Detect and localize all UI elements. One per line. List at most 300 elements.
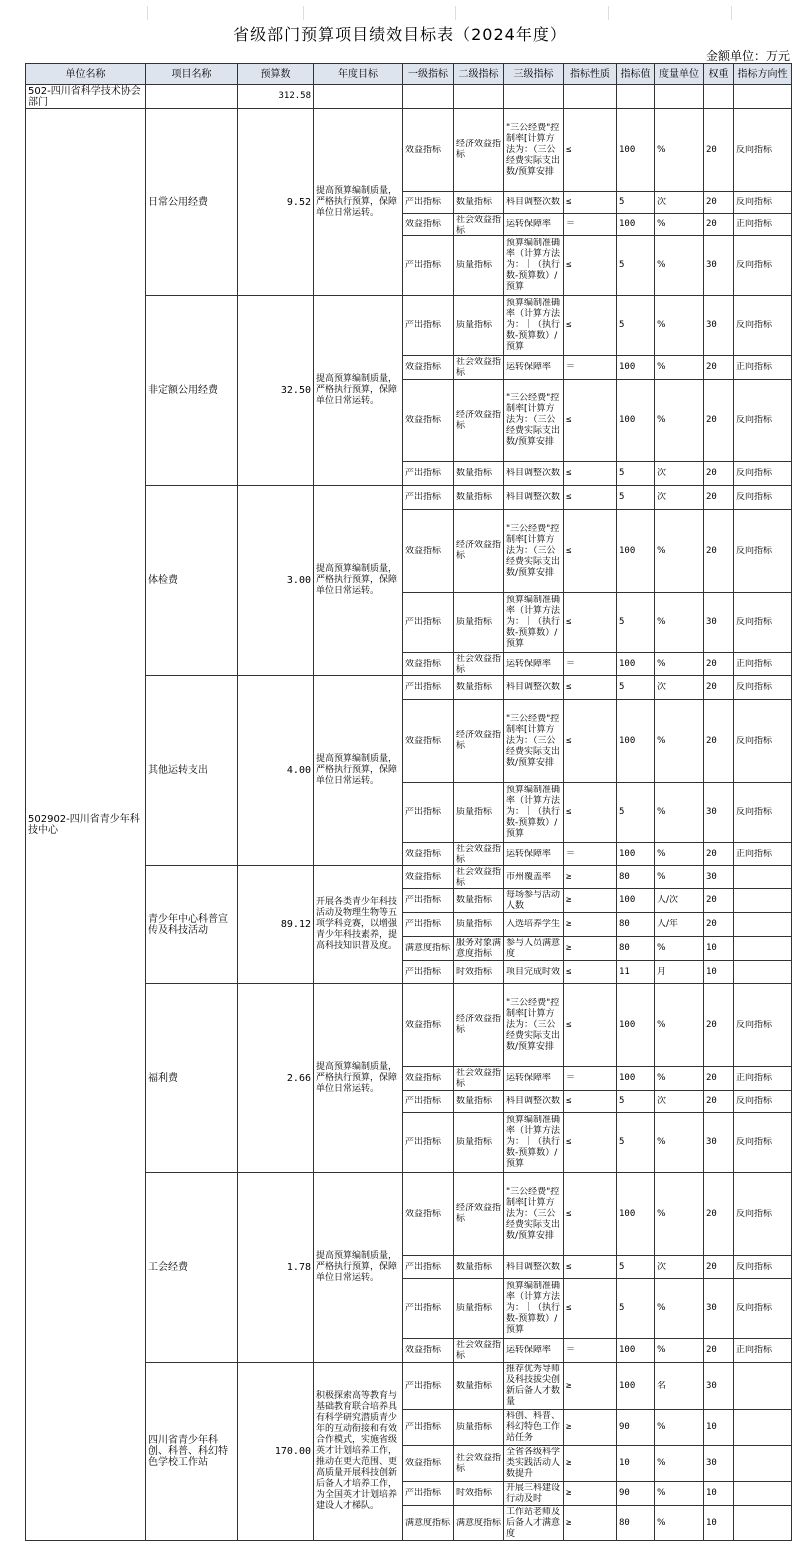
indicator-value-text: 100	[619, 658, 636, 669]
direction	[734, 1410, 792, 1446]
indicator-level1-text: 产出指标	[405, 966, 442, 977]
indicator-level3-text: 全省各级科学类实践活动人数提升	[506, 1447, 561, 1479]
measure-unit-text: 名	[657, 1380, 667, 1391]
direction	[734, 700, 792, 783]
project-name: 其他运转支出	[146, 676, 238, 866]
measure-unit	[655, 380, 704, 462]
indicator-value-text: 100	[619, 1073, 636, 1083]
indicator-level3-text: 运转保障率	[506, 362, 552, 372]
indicator-level2	[454, 109, 504, 192]
project-amount: 1.78	[238, 1173, 314, 1363]
indicator-value	[617, 296, 655, 356]
indicator-level3-text: "三公经费"控制率[计算方法为：（三公经费实际支出数/预算安排	[506, 713, 561, 768]
direction	[734, 214, 792, 236]
indicator-level3-text: 运转保障率	[506, 1345, 552, 1355]
measure-unit	[655, 1339, 704, 1363]
weight-text: 30	[706, 617, 717, 627]
weight	[704, 380, 734, 462]
indicator-nature-text: ＝	[566, 362, 576, 372]
project-goal: 提高预算编制质量，严格执行预算，保障单位日常运转。	[314, 984, 403, 1173]
indicator-level3-text: 运转保障率	[506, 1073, 552, 1083]
indicator-value-text: 100	[619, 1380, 636, 1391]
indicator-level1	[403, 889, 454, 913]
indicator-level1	[403, 676, 454, 700]
weight	[704, 1173, 734, 1256]
indicator-level1-text: 效益指标	[405, 848, 442, 859]
direction	[734, 109, 792, 192]
indicator-nature-text: ≥	[566, 1488, 572, 1498]
indicator-value-text: 5	[619, 617, 625, 627]
indicator-nature	[564, 296, 617, 356]
indicator-level1	[403, 1339, 454, 1363]
direction-text: 反向指标	[736, 807, 773, 817]
indicator-level1-text: 效益指标	[405, 1073, 442, 1083]
dept-unit-name: 502-四川省科学技术协会部门	[26, 85, 146, 109]
weight	[704, 593, 734, 653]
weight	[704, 1113, 734, 1173]
measure-unit-text: %	[657, 1488, 666, 1498]
indicator-value-text: 100	[619, 1019, 636, 1030]
project-goal: 开展各类青少年科技活动及物理生物等五项学科竞赛，以增强青少年科技素养，提高科技知识普及度。	[314, 866, 403, 984]
indicator-nature-text: ≤	[566, 197, 572, 207]
header-cell: 二级指标	[454, 64, 504, 85]
indicator-level3-text: 预算编制准确率（计算方法为：｜（执行数-预算数）/预算	[506, 1115, 561, 1169]
indicator-level1-text: 效益指标	[405, 415, 442, 425]
indicator-level3-text: "三公经费"控制率[计算方法为：（三公经费实际支出数/预算安排	[506, 1186, 561, 1241]
indicator-level2	[454, 296, 504, 356]
indicator-level3	[504, 1279, 564, 1339]
indicator-level2-text: 社会效益指标	[456, 866, 501, 888]
weight	[704, 214, 734, 236]
indicator-level2	[454, 380, 504, 462]
indicator-level3	[504, 984, 564, 1067]
weight	[704, 192, 734, 214]
direction-text: 反向指标	[736, 415, 773, 425]
indicator-level3-text: 预算编制准确率（计算方法为：｜（执行数-预算数）/预算	[506, 238, 561, 292]
indicator-level1	[403, 109, 454, 192]
measure-unit-text: %	[657, 658, 666, 669]
indicator-level1-text: 产出指标	[405, 1488, 442, 1498]
indicator-level1	[403, 486, 454, 510]
indicator-value-text: 80	[619, 871, 630, 882]
direction-text: 反向指标	[736, 735, 773, 746]
indicator-nature-text: ≤	[566, 1208, 572, 1219]
weight-text: 20	[706, 1208, 717, 1219]
project-goal: 提高预算编制质量，严格执行预算，保障单位日常运转。	[314, 486, 403, 676]
indicator-value	[617, 1410, 655, 1446]
indicator-nature	[564, 653, 617, 676]
direction-text: 反向指标	[736, 1137, 773, 1147]
indicator-level3	[504, 109, 564, 192]
indicator-level3	[504, 1410, 564, 1446]
direction	[734, 1279, 792, 1339]
indicator-level2-text: 社会效益指标	[456, 653, 501, 675]
indicator-nature	[564, 783, 617, 843]
indicator-level1-text: 产出指标	[405, 1261, 442, 1272]
indicator-level3-text: 推荐优秀导师及科技拔尖创新后备人才数量	[506, 1364, 561, 1407]
indicator-level3	[504, 296, 564, 356]
indicator-level1	[403, 1113, 454, 1173]
weight	[704, 109, 734, 192]
direction	[734, 236, 792, 296]
direction-text: 反向指标	[736, 682, 773, 692]
indicator-nature-text: ≥	[566, 871, 572, 882]
measure-unit-text: %	[657, 545, 666, 556]
direction	[734, 843, 792, 866]
indicator-level1-text: 效益指标	[405, 871, 442, 882]
weight-text: 30	[706, 260, 717, 270]
indicator-level2	[454, 510, 504, 593]
measure-unit-text: %	[657, 1458, 666, 1468]
indicator-level3	[504, 1067, 564, 1091]
measure-unit	[655, 1279, 704, 1339]
indicator-level3-text: 开展三科建设行动及时	[506, 1482, 561, 1504]
indicator-value	[617, 214, 655, 236]
indicator-level1-text: 效益指标	[405, 735, 442, 746]
measure-unit	[655, 1091, 704, 1113]
indicator-value-text: 5	[619, 468, 625, 478]
indicator-level2	[454, 1173, 504, 1256]
indicator-value	[617, 1067, 655, 1091]
indicator-value	[617, 913, 655, 937]
indicator-level2-text: 经济效益指标	[456, 1014, 501, 1035]
direction-text: 正向指标	[736, 362, 773, 372]
weight-text: 20	[706, 545, 717, 556]
indicator-level3-text: "三公经费"控制率[计算方法为：（三公经费实际支出数/预算安排	[506, 393, 561, 447]
weight	[704, 937, 734, 961]
measure-unit	[655, 1067, 704, 1091]
indicator-value	[617, 1173, 655, 1256]
indicator-level3	[504, 866, 564, 889]
header-cell: 度量单位	[655, 64, 704, 85]
direction-text: 正向指标	[736, 1073, 773, 1083]
indicator-nature-text: ≤	[566, 1261, 572, 1272]
indicator-level3	[504, 236, 564, 296]
indicator-level3-text: 项目完成时效	[506, 966, 561, 977]
indicator-level2-text: 数量指标	[456, 468, 493, 478]
measure-unit-text: %	[657, 219, 666, 229]
direction	[734, 866, 792, 889]
project-goal: 积极探索高等教育与基础教育联合培养具有科学研究潜质青少年的互动衔接和有效合作模式，实施省级英才计划培养工作，推动在更大范围、更高质量开展科技创新后备人才培养工作，为全国英才计划培养建设人才梯队。	[314, 1363, 403, 1541]
indicator-level2-text: 质量指标	[456, 1422, 493, 1432]
indicator-nature-text: ＝	[566, 1073, 576, 1083]
indicator-value-text: 80	[619, 919, 630, 929]
indicator-level2	[454, 192, 504, 214]
indicator-level1	[403, 1067, 454, 1091]
measure-unit	[655, 109, 704, 192]
indicator-level2	[454, 676, 504, 700]
indicator-nature-text: ≤	[566, 320, 572, 330]
measure-unit	[655, 1256, 704, 1279]
project-goal: 提高预算编制质量，严格执行预算，保障单位日常运转。	[314, 109, 403, 296]
indicator-nature	[564, 1173, 617, 1256]
indicator-nature	[564, 843, 617, 866]
indicator-level2-text: 质量指标	[456, 1137, 493, 1147]
weight-text: 20	[706, 895, 717, 905]
indicator-level3-text: 运转保障率	[506, 848, 552, 859]
direction	[734, 1173, 792, 1256]
indicator-level1-text: 效益指标	[405, 1019, 442, 1030]
indicator-level3	[504, 913, 564, 937]
indicator-level2-text: 经济效益指标	[456, 540, 501, 561]
indicator-level2-text: 满意度指标	[456, 1517, 501, 1528]
weight-text: 20	[706, 848, 717, 859]
indicator-level2-text: 数量指标	[456, 1380, 493, 1391]
indicator-level3	[504, 783, 564, 843]
measure-unit	[655, 913, 704, 937]
indicator-nature	[564, 676, 617, 700]
indicator-nature-text: ≥	[566, 1517, 572, 1528]
measure-unit-text: %	[657, 1517, 666, 1528]
indicator-level3	[504, 961, 564, 984]
measure-unit	[655, 1410, 704, 1446]
indicator-level2	[454, 1279, 504, 1339]
weight-text: 20	[706, 468, 717, 478]
table-row	[26, 109, 792, 192]
indicator-level2	[454, 214, 504, 236]
indicator-level1-text: 效益指标	[405, 1458, 442, 1468]
center-unit-name: 502902-四川省青少年科技中心	[26, 109, 146, 1541]
indicator-nature	[564, 1446, 617, 1482]
indicator-level2	[454, 913, 504, 937]
indicator-nature	[564, 593, 617, 653]
indicator-level2-text: 质量指标	[456, 617, 493, 627]
indicator-nature	[564, 1256, 617, 1279]
indicator-level3	[504, 653, 564, 676]
measure-unit	[655, 486, 704, 510]
indicator-level3-text: 运转保障率	[506, 219, 552, 229]
indicator-value-text: 5	[619, 1303, 625, 1313]
indicator-level2	[454, 1067, 504, 1091]
header-cell: 指标方向性	[734, 64, 792, 85]
indicator-level3-text: 科目调整次数	[506, 197, 561, 207]
direction-text: 反向指标	[736, 197, 773, 207]
indicator-value-text: 80	[619, 943, 630, 953]
project-name: 工会经费	[146, 1173, 238, 1363]
indicator-level1	[403, 462, 454, 486]
indicator-value	[617, 937, 655, 961]
indicator-level2-text: 数量指标	[456, 492, 493, 502]
indicator-level2-text: 社会效益指标	[456, 843, 501, 865]
direction	[734, 913, 792, 937]
indicator-value	[617, 889, 655, 913]
weight	[704, 913, 734, 937]
weight	[704, 889, 734, 913]
measure-unit	[655, 1173, 704, 1256]
header-cell: 项目名称	[146, 64, 238, 85]
indicator-level1	[403, 1091, 454, 1113]
measure-unit	[655, 676, 704, 700]
indicator-level3	[504, 510, 564, 593]
measure-unit	[655, 984, 704, 1067]
direction-text: 反向指标	[736, 144, 773, 155]
measure-unit	[655, 356, 704, 380]
direction	[734, 1363, 792, 1410]
weight	[704, 866, 734, 889]
indicator-level3	[504, 1363, 564, 1410]
indicator-level2-text: 经济效益指标	[456, 409, 501, 431]
weight-text: 20	[706, 735, 717, 746]
indicator-level3	[504, 1446, 564, 1482]
weight-text: 30	[706, 320, 717, 330]
measure-unit	[655, 961, 704, 984]
indicator-value	[617, 1446, 655, 1482]
weight	[704, 783, 734, 843]
measure-unit-text: %	[657, 617, 666, 627]
indicator-nature-text: ≤	[566, 966, 572, 977]
measure-unit-text: %	[657, 1345, 666, 1355]
indicator-level1-text: 产出指标	[405, 1096, 442, 1106]
amount-unit-label: 金额单位：万元	[705, 49, 790, 63]
indicator-value-text: 100	[619, 415, 636, 425]
measure-unit-text: 人/年	[657, 919, 679, 929]
indicator-level2	[454, 356, 504, 380]
indicator-level2	[454, 236, 504, 296]
direction-text: 正向指标	[736, 848, 773, 859]
direction	[734, 984, 792, 1067]
direction-text: 反向指标	[736, 617, 773, 627]
indicator-nature	[564, 700, 617, 783]
indicator-level1	[403, 236, 454, 296]
measure-unit	[655, 1446, 704, 1482]
indicator-level1	[403, 1410, 454, 1446]
indicator-value-text: 5	[619, 197, 625, 207]
measure-unit	[655, 236, 704, 296]
direction-text: 反向指标	[736, 492, 773, 502]
weight-text: 20	[706, 1261, 717, 1272]
indicator-level1	[403, 700, 454, 783]
weight-text: 10	[706, 966, 717, 977]
indicator-level2	[454, 462, 504, 486]
indicator-value-text: 100	[619, 144, 636, 155]
measure-unit-text: %	[657, 848, 666, 859]
indicator-value	[617, 1506, 655, 1541]
weight	[704, 510, 734, 593]
project-amount: 32.50	[238, 296, 314, 486]
indicator-value	[617, 1363, 655, 1410]
indicator-nature-text: ＝	[566, 1345, 576, 1355]
indicator-level2-text: 服务对象满意度指标	[456, 937, 501, 959]
measure-unit-text: 次	[657, 682, 667, 692]
indicator-value	[617, 510, 655, 593]
measure-unit	[655, 653, 704, 676]
indicator-value	[617, 380, 655, 462]
measure-unit-text: 月	[657, 966, 667, 977]
indicator-nature-text: ≤	[566, 144, 572, 155]
indicator-level2	[454, 1446, 504, 1482]
indicator-value-text: 100	[619, 895, 636, 905]
indicator-value	[617, 843, 655, 866]
direction-text: 正向指标	[736, 658, 773, 669]
project-name: 青少年中心科普宣传及科技活动	[146, 866, 238, 984]
indicator-level2	[454, 1256, 504, 1279]
measure-unit-text: 次	[657, 1096, 667, 1106]
direction	[734, 1067, 792, 1091]
direction	[734, 380, 792, 462]
direction	[734, 1506, 792, 1541]
indicator-nature	[564, 214, 617, 236]
direction-text: 反向指标	[736, 1019, 773, 1030]
indicator-nature	[564, 1363, 617, 1410]
header-cell: 年度目标	[314, 64, 403, 85]
weight-text: 20	[706, 362, 717, 372]
project-amount: 9.52	[238, 109, 314, 296]
indicator-value	[617, 236, 655, 296]
weight	[704, 462, 734, 486]
weight	[704, 356, 734, 380]
direction	[734, 593, 792, 653]
weight-text: 10	[706, 1422, 717, 1432]
header-cell: 三级指标	[504, 64, 564, 85]
indicator-level2-text: 经济效益指标	[456, 730, 501, 751]
weight	[704, 486, 734, 510]
indicator-value-text: 5	[619, 1261, 625, 1272]
direction-text: 反向指标	[736, 260, 773, 270]
indicator-value	[617, 961, 655, 984]
indicator-level3-text: 市州覆盖率	[506, 871, 552, 882]
indicator-nature	[564, 1410, 617, 1446]
weight-text: 20	[706, 197, 717, 207]
measure-unit-text: %	[657, 320, 666, 330]
indicator-level2-text: 质量指标	[456, 260, 493, 270]
indicator-nature	[564, 1279, 617, 1339]
measure-unit	[655, 593, 704, 653]
indicator-level2	[454, 889, 504, 913]
indicator-level2-text: 数量指标	[456, 1096, 493, 1106]
project-amount: 2.66	[238, 984, 314, 1173]
weight	[704, 1091, 734, 1113]
direction	[734, 1446, 792, 1482]
weight	[704, 700, 734, 783]
indicator-level3	[504, 1506, 564, 1541]
indicator-level1	[403, 1506, 454, 1541]
weight	[704, 843, 734, 866]
indicator-nature	[564, 961, 617, 984]
indicator-level1	[403, 356, 454, 380]
measure-unit	[655, 192, 704, 214]
weight	[704, 1279, 734, 1339]
indicator-value-text: 100	[619, 1345, 636, 1355]
header-cell: 单位名称	[26, 64, 146, 85]
weight	[704, 1363, 734, 1410]
indicator-nature	[564, 1339, 617, 1363]
measure-unit	[655, 462, 704, 486]
indicator-value	[617, 1339, 655, 1363]
measure-unit-text: %	[657, 1019, 666, 1030]
indicator-nature-text: ≥	[566, 1458, 572, 1468]
header-cell: 指标值	[617, 64, 655, 85]
indicator-level3	[504, 1091, 564, 1113]
project-goal: 提高预算编制质量，严格执行预算，保障单位日常运转。	[314, 296, 403, 486]
measure-unit-text: %	[657, 144, 666, 155]
weight	[704, 1506, 734, 1541]
indicator-level2-text: 社会效益指标	[456, 356, 501, 378]
indicator-level3-text: 科目调整次数	[506, 682, 561, 692]
measure-unit	[655, 214, 704, 236]
measure-unit-text: %	[657, 362, 666, 372]
direction-text: 反向指标	[736, 1208, 773, 1219]
indicator-level3-text: 预算编制准确率（计算方法为：｜（执行数-预算数）/预算	[506, 298, 561, 352]
indicator-level1	[403, 1279, 454, 1339]
measure-unit	[655, 1363, 704, 1410]
indicator-value-text: 5	[619, 1096, 625, 1106]
header-cell: 权重	[704, 64, 734, 85]
indicator-nature	[564, 984, 617, 1067]
direction-text: 反向指标	[736, 1303, 773, 1313]
indicator-nature-text: ≤	[566, 492, 572, 502]
indicator-nature	[564, 1506, 617, 1541]
indicator-level3-text: 科目调整次数	[506, 1096, 561, 1106]
